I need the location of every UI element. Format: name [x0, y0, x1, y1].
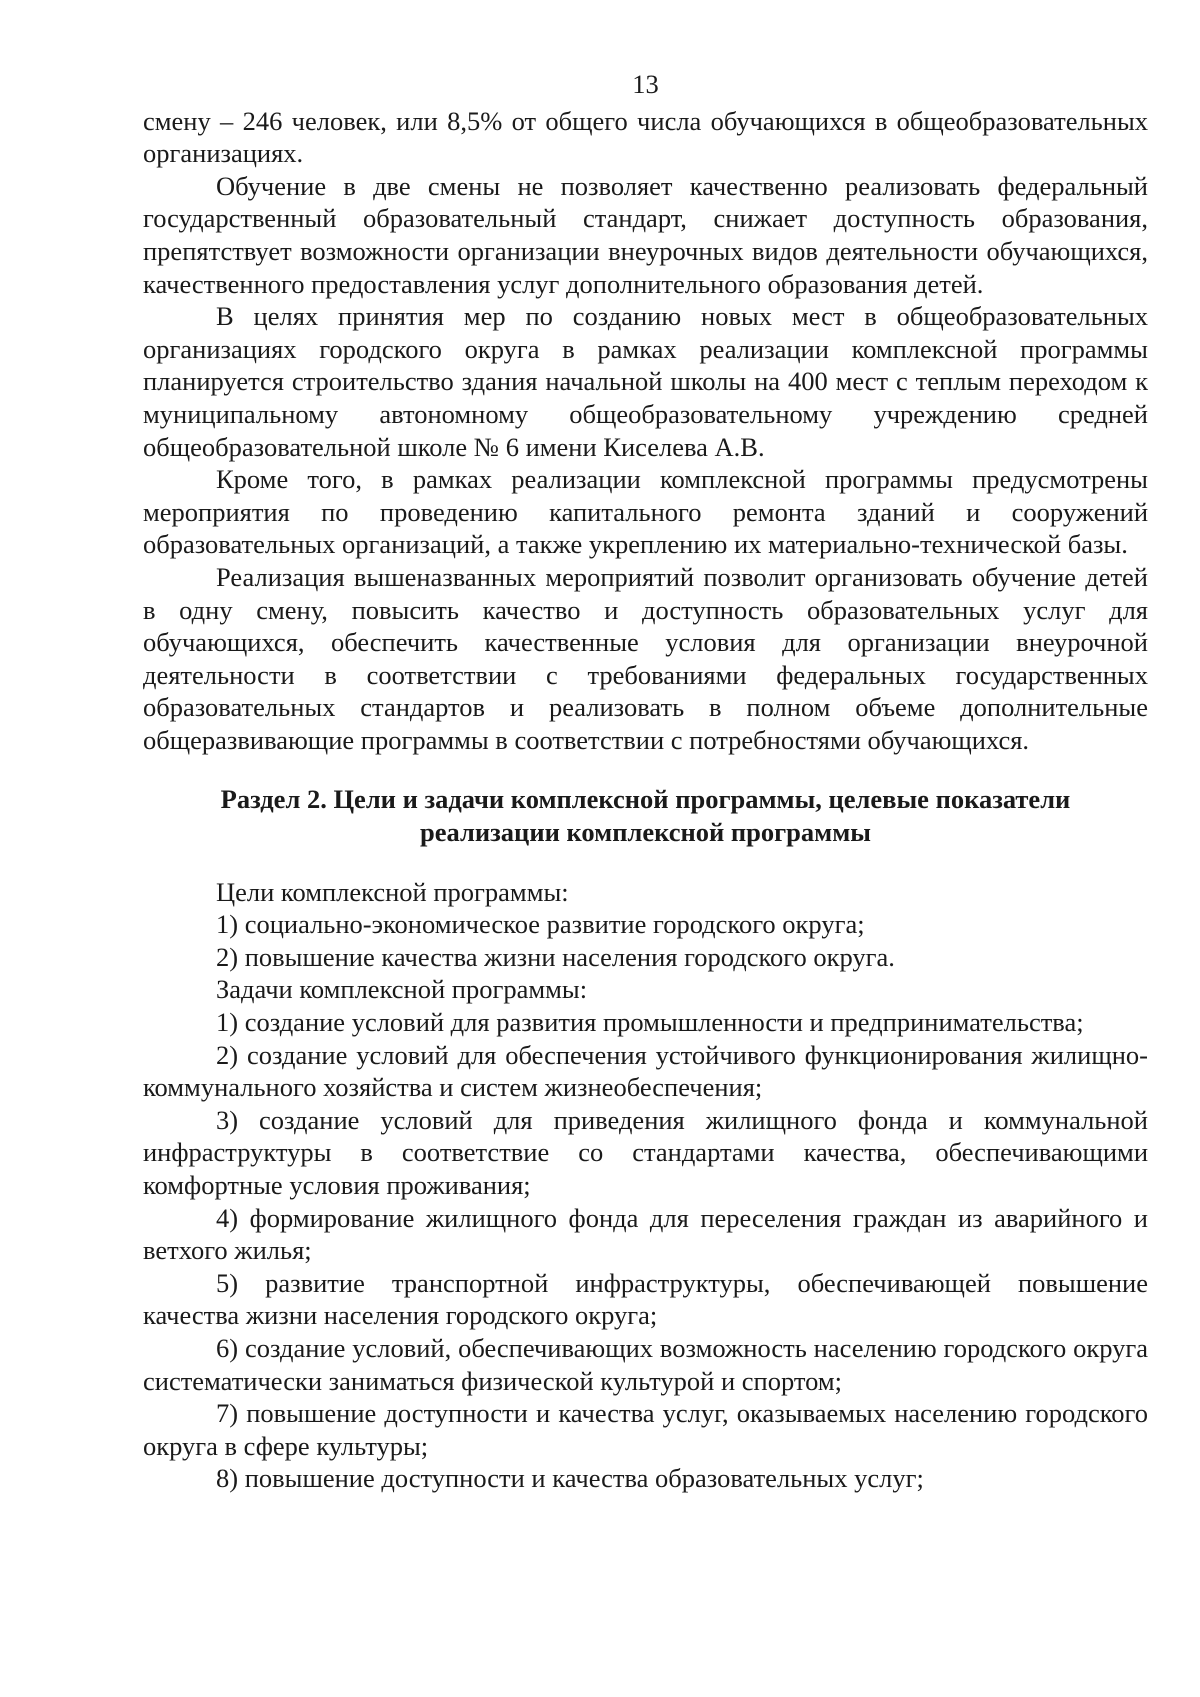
task-item: 6) создание условий, обеспечивающих возможность населению городского округа систематически заниматься физической культурой и спортом;: [143, 1332, 1148, 1396]
paragraph-two-shifts: Обучение в две смены не позволяет качественно реализовать федеральный государственный образовательный стандарт, снижает доступность образования, препятствует возможности организации внеурочных видов деятельности обучающихся, качественного предоставления услуг дополнительного образования детей.: [143, 170, 1148, 299]
task-item: 5) развитие транспортной инфраструктуры, обеспечивающей повышение качества жизни населения городского округа;: [143, 1267, 1148, 1331]
task-item: 8) повышение доступности и качества образовательных услуг;: [216, 1463, 924, 1494]
paragraph-continuation: смену – 246 человек, или 8,5% от общего числа обучающихся в общеобразовательных организациях.: [143, 105, 1148, 169]
goals-intro: Цели комплексной программы:: [216, 876, 569, 907]
goal-item: 2) повышение качества жизни населения городского округа.: [216, 941, 895, 972]
task-item: 2) создание условий для обеспечения устойчивого функционирования жилищно-коммунального хозяйства и систем жизнеобеспечения;: [143, 1039, 1148, 1103]
paragraph-new-places: В целях принятия мер по созданию новых мест в общеобразовательных организациях городского округа в рамках реализации комплексной программы планируется строительство здания начальной школы на 400 мест с теплым переходом к муниципальному автономному общеобразовательному учреждению средней общеобразовательной школе № 6 имени Киселева А.В.: [143, 301, 1148, 462]
section-heading: [143, 783, 1148, 848]
goal-item: 1) социально-экономическое развитие городского округа;: [216, 909, 865, 940]
task-item: 4) формирование жилищного фонда для переселения граждан из аварийного и ветхого жилья;: [143, 1202, 1148, 1266]
paragraph-capital-repair: Кроме того, в рамках реализации комплексной программы предусмотрены мероприятия по проведению капитального ремонта зданий и сооружений образовательных организаций, а также укреплению их материально-технической базы.: [143, 464, 1148, 560]
paragraph-implementation: Реализация вышеназванных мероприятий позволит организовать обучение детей в одну смену, повысить качество и доступность образовательных услуг для обучающихся, обеспечить качественные условия для организации внеурочной деятельности в соответствии с требованиями федеральных государственных образовательных стандартов и реализовать в полном объеме дополнительные общеразвивающие программы в соответствии с потребностями обучающихся.: [143, 561, 1148, 755]
task-item: 3) создание условий для приведения жилищного фонда и коммунальной инфраструктуры в соответствие со стандартами качества, обеспечивающими комфортные условия проживания;: [143, 1104, 1148, 1200]
task-item: 7) повышение доступности и качества услуг, оказываемых населению городского округа в сфере культуры;: [143, 1398, 1148, 1461]
document-page: [143, 68, 1148, 1495]
page-number: 13: [632, 69, 659, 99]
task-item: 1) создание условий для развития промышленности и предпринимательства;: [216, 1007, 1084, 1038]
section-heading-line-1: Раздел 2. Цели и задачи комплексной программы, целевые показатели: [220, 784, 1071, 815]
tasks-intro: Задачи комплексной программы:: [216, 974, 588, 1005]
section-heading-line-2: реализации комплексной программы: [420, 817, 871, 848]
